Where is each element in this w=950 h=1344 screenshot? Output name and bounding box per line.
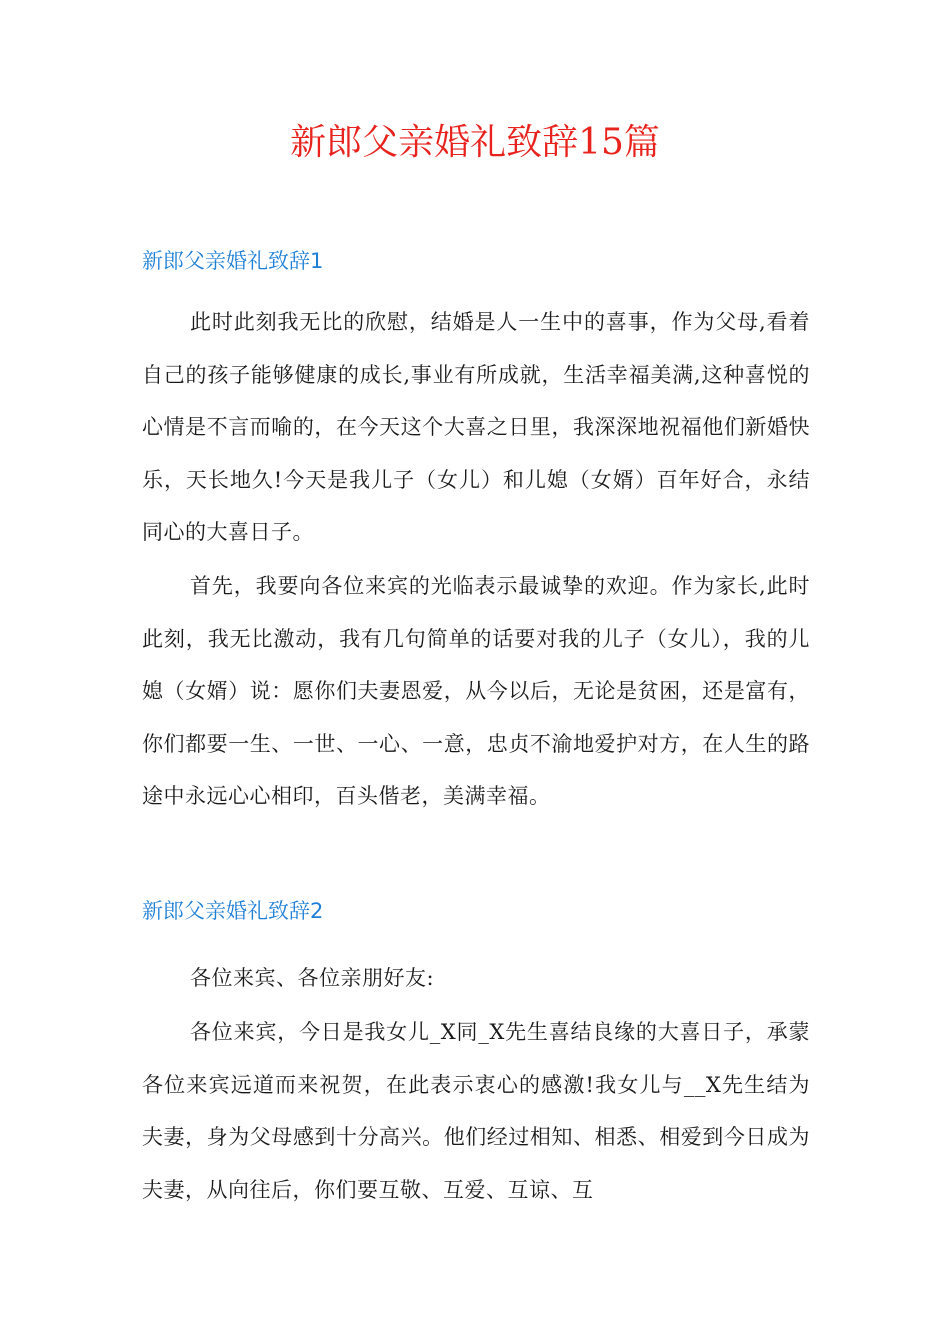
section-heading-1: 新郎父亲婚礼致辞1: [142, 249, 324, 273]
section-1-paragraph-2: 首先，我要向各位来宾的光临表示最诚挚的欢迎。作为家长,此时此刻，我无比激动，我有几句简单的话要对我的儿子（女儿），我的儿媳（女婿）说：愿你们夫妻恩爱，从今以后，无论是贫困，还是富有，你们都要一生、一世、一心、一意，忠贞不渝地爱护对方，在人生的路途中永远心心相印，百头偕老，美满幸福。: [142, 574, 810, 808]
section-heading-2: 新郎父亲婚礼致辞2: [142, 899, 324, 923]
section-1-paragraph-1: 此时此刻我无比的欣慰，结婚是人一生中的喜事，作为父母,看着自己的孩子能够健康的成长,事业有所成就，生活幸福美满,这种喜悦的心情是不言而喻的，在今天这个大喜之日里，我深深地祝福他们新婚快乐，天长地久!今天是我儿子（女儿）和儿媳（女婿）百年好合，永结同心的大喜日子。: [142, 310, 810, 544]
document-title: 新郎父亲婚礼致辞15篇: [290, 122, 660, 163]
section-2-greeting: 各位来宾、各位亲朋好友:: [190, 966, 435, 990]
section-2-paragraph-2: 各位来宾，今日是我女儿_X同_X先生喜结良缘的大喜日子，承蒙各位来宾远道而来祝贺，在此表示衷心的感激!我女儿与__X先生结为夫妻，身为父母感到十分高兴。他们经过相知、相悉、相爱到今日成为夫妻，从向往后，你们要互敬、互爱、互谅、互: [142, 1020, 810, 1202]
